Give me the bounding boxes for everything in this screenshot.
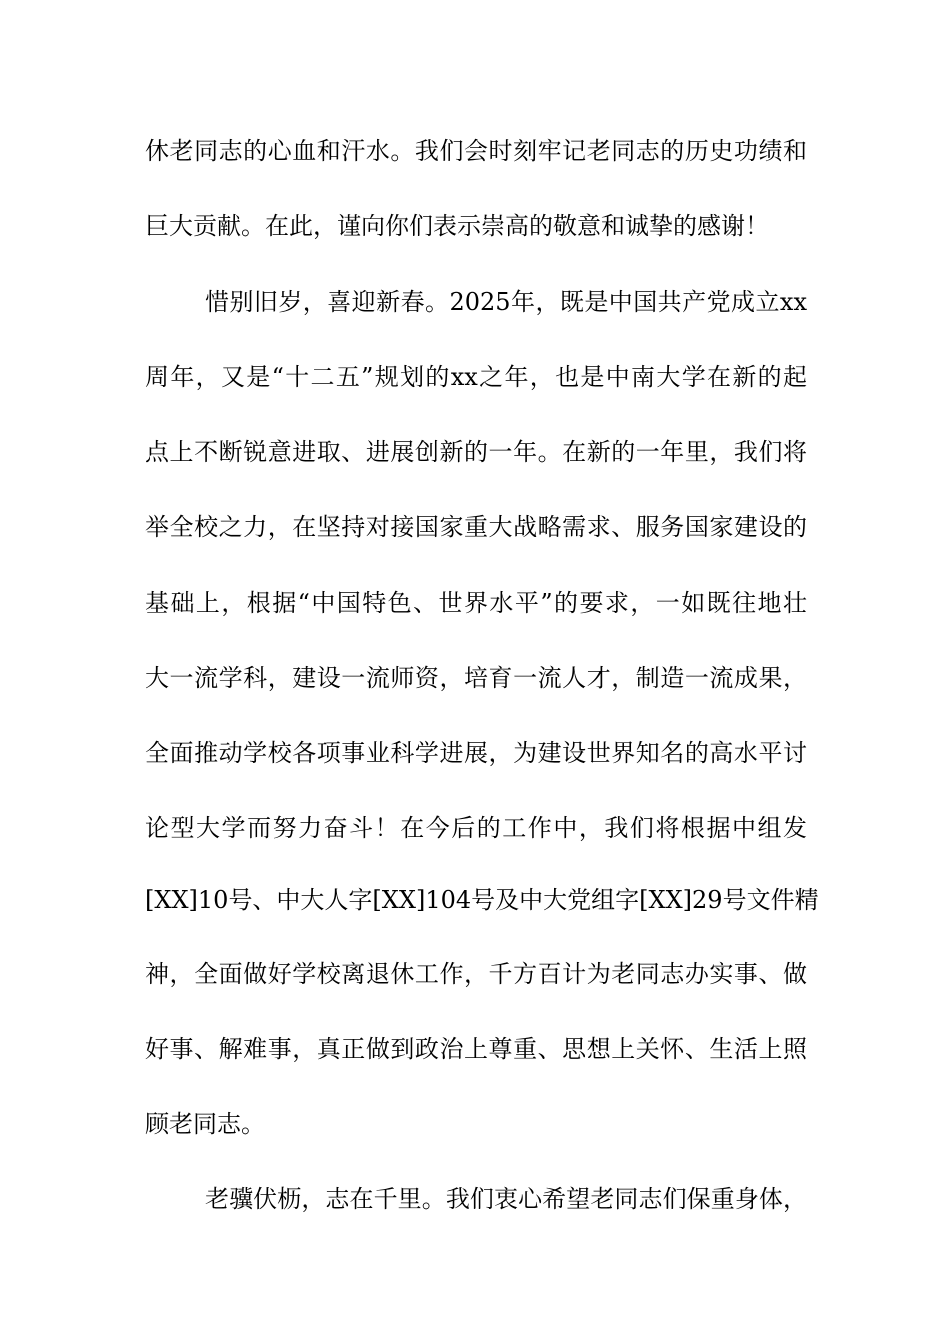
text-line: [XX]10号、中大人字[XX]104号及中大党组字[XX]29号文件精 (145, 886, 819, 914)
text-line: 全面推动学校各项事业科学进展，为建设世界知名的高水平讨 (145, 739, 807, 767)
text-line: 顾老同志。 (145, 1110, 265, 1138)
text-line: 休老同志的心血和汗水。我们会时刻牢记老同志的历史功绩和 (145, 137, 807, 165)
text-line: 神，全面做好学校离退休工作，千方百计为老同志办实事、做 (145, 960, 807, 988)
text-line: 巨大贡献。在此，谨向你们表示崇高的敬意和诚挚的感谢！ (145, 212, 769, 240)
text-line: 举全校之力，在坚持对接国家重大战略需求、服务国家建设的 (145, 513, 807, 541)
text-line: 论型大学而努力奋斗！在今后的工作中，我们将根据中组发 (145, 814, 807, 842)
text-line: 惜别旧岁，喜迎新春。2025年，既是中国共产党成立xx (205, 288, 807, 316)
text-line: 好事、解难事，真正做到政治上尊重、思想上关怀、生活上照 (145, 1035, 807, 1063)
text-line: 基础上，根据“中国特色、世界水平”的要求，一如既往地壮 (145, 589, 807, 617)
text-line: 周年，又是“十二五”规划的xx之年，也是中南大学在新的起 (145, 363, 807, 391)
text-line: 老骥伏枥，志在千里。我们衷心希望老同志们保重身体， (205, 1185, 807, 1213)
text-line: 大一流学科，建设一流师资，培育一流人才，制造一流成果， (145, 664, 807, 692)
text-line: 点上不断锐意进取、进展创新的一年。在新的一年里，我们将 (145, 438, 807, 466)
